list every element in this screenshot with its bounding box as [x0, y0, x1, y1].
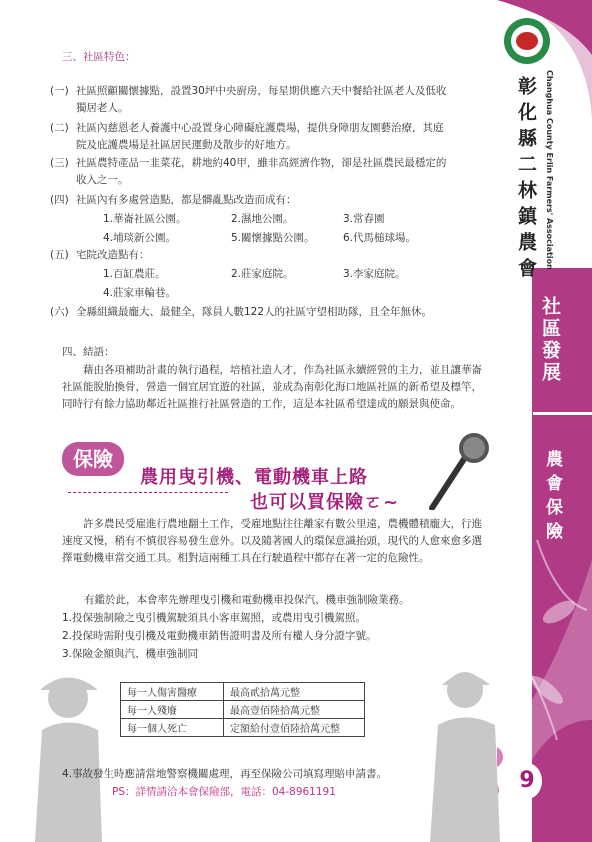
insurance-para-1: 許多農民受雇進行農地翻土工作，受雇地點往往離家有數公里遠，農機體積龐大，行進速度又慢，稍有不慎很容易發生意外。以及隨著國人的環保意識抬頭，現代的人愈來愈多選擇電動機車當交通工具。相對這兩種工具在行駛過程中都存在著一定的危險性。	[62, 518, 482, 564]
table-cell: 定額給付壹佰陸拾萬元整	[224, 719, 365, 737]
sidebar-divider	[533, 412, 592, 415]
item-1-line-1: 社區照顧關懷據點，設置30坪中央廚房，每星期供應六天中餐給社區老人及低收	[76, 85, 447, 97]
item-1-label: (一)	[50, 85, 69, 97]
item-6-line-1: 全縣組織最龐大、最健全，隊員人數122人的社區守望相助隊，且全年無休。	[76, 306, 433, 318]
sidebar-section-insurance: 農會保險	[542, 450, 562, 546]
table-cell: 每一人殘廢	[121, 701, 224, 719]
item-2-line-2: 院及庇護農場是社區居民運動及散步的好地方。	[76, 139, 297, 151]
item-2-line-1: 社區內慈恩老人養護中心設置身心障礙庇護農場，提供身障朋友園藝治療，其庭	[76, 122, 444, 134]
site-2: 2.濕地公園。	[231, 213, 294, 225]
insurance-item-1: 1.投保強制險之曳引機駕駛須具小客車駕照，或農用曳引機駕照。	[62, 612, 367, 624]
title-dash-divider	[68, 492, 228, 493]
site-6: 6.代馬槌球場。	[343, 232, 417, 244]
page-number: 9	[519, 768, 535, 793]
home-4: 4.莊家車輪巷。	[103, 287, 177, 299]
insurance-item-4: 4.事故發生時應請當地警察機關處理，再至保險公司填寫理賠申請書。	[62, 768, 388, 780]
item-5-line-1: 宅院改造點有：	[76, 249, 150, 261]
item-2-label: (二)	[50, 122, 69, 134]
farmer-silhouette-left	[20, 660, 120, 842]
microphone-icon	[420, 430, 495, 510]
item-4-label: (四)	[50, 194, 69, 206]
community-heading: 三、社區特色：	[62, 51, 136, 63]
site-1: 1.華崙社區公園。	[103, 213, 187, 225]
conclusion-heading: 四、結語：	[62, 346, 115, 358]
org-name-en: Changhua County Erlin Farmers' Association	[545, 70, 554, 270]
insurance-title-line-2: 也可以買保險ㄛ~	[250, 492, 400, 513]
item-3-line-1: 社區農特產品一韭菜花，耕地約40甲，雖非高經濟作物，卻是社區農民最穩定的	[76, 157, 447, 169]
item-6-label: (六)	[50, 306, 69, 318]
insurance-para-2: 有鑑於此，本會率先辦理曳引機和電動機車投保汽、機車強制險業務。	[84, 594, 410, 606]
home-1: 1.百缸農莊。	[103, 268, 166, 280]
org-name: 彰化縣二林鎮農會	[515, 76, 537, 284]
ps-note: PS：詳情請洽本會保險部，電話：04-8961191	[112, 786, 336, 798]
site-4: 4.埔琰新公園。	[103, 232, 177, 244]
table-row	[121, 683, 365, 701]
table-row	[121, 701, 365, 719]
home-2: 2.莊家庭院。	[231, 268, 294, 280]
item-4-line-1: 社區內有多處營造點，都是髒亂點改造而成有：	[76, 194, 297, 206]
table-cell: 每一人傷害醫療	[121, 683, 224, 701]
item-5-label: (五)	[50, 249, 69, 261]
coverage-table	[120, 682, 365, 737]
logo-mark-icon	[516, 32, 538, 50]
insurance-title-line-1: 農用曳引機、電動機車上路	[140, 467, 368, 488]
insurance-badge-label: 保險	[73, 447, 113, 471]
table-cell: 最高壹佰陸拾萬元整	[224, 701, 365, 719]
item-3-label: (三)	[50, 157, 69, 169]
conclusion-text: 藉由各項補助計畫的執行過程，培植社造人才，作為社區永續經營的主力，並且讓華崙社區能脫胎換骨，營造一個宜居宜遊的社區，並成為南彰化海口地區社區的新希望及標竿，同時行有餘力協助鄰近社區推行社區營造的工作，這是本社區希望達成的願景與使命。	[62, 364, 482, 410]
table-cell: 最高貳拾萬元整	[224, 683, 365, 701]
home-3: 3.李家庭院。	[343, 268, 406, 280]
table-row	[121, 719, 365, 737]
site-3: 3.常春園	[343, 213, 385, 225]
insurance-item-3: 3.保險金額與汽、機車強制同	[62, 648, 199, 660]
farmer-silhouette-right	[420, 655, 510, 842]
sidebar-section-community: 社區發展	[539, 296, 561, 384]
site-5: 5.關懷據點公園。	[231, 232, 315, 244]
insurance-item-2: 2.投保時需附曳引機及電動機車銷售證明書及所有權人身分證字號。	[62, 630, 377, 642]
item-3-line-2: 收入之一。	[76, 174, 129, 186]
item-1-line-2: 獨居老人。	[76, 102, 129, 114]
table-cell: 每一個人死亡	[121, 719, 224, 737]
